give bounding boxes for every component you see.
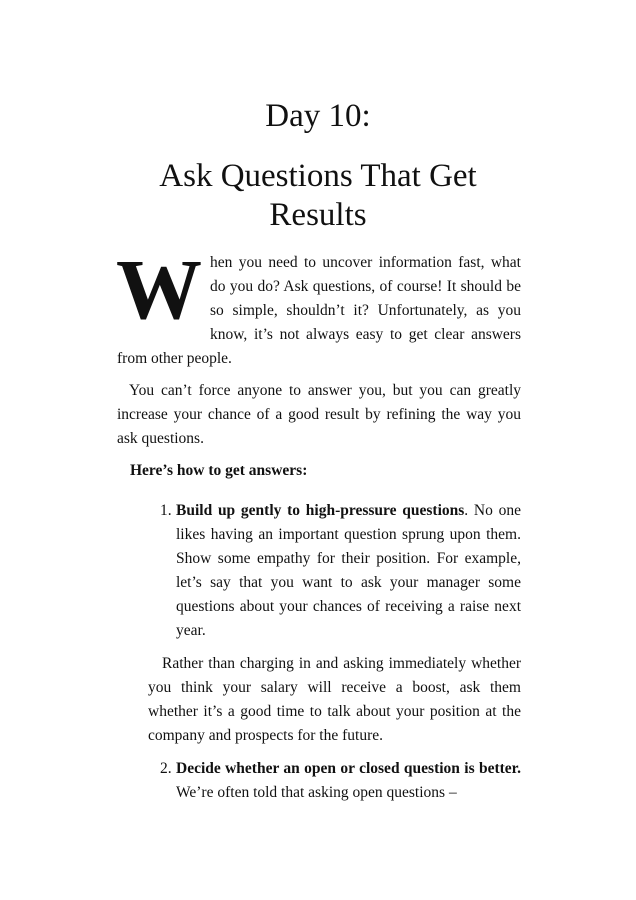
- list-item-1-bold: Build up gently to high-pressure questions: [176, 502, 465, 519]
- list-item-1-text: . No one likes having an important question sprung upon them. Show some empathy for their position. For example, let’s say that you want to ask your manager some questions about your chances of receiving a raise next year.: [176, 502, 521, 639]
- list-number-2: 2.: [160, 760, 172, 777]
- chapter-title: Ask Questions That Get Results: [159, 158, 477, 233]
- day-heading: Day 10:: [265, 98, 371, 134]
- drop-cap: W: [116, 241, 202, 337]
- intro-paragraph: [116, 241, 521, 371]
- list-item-2: [160, 757, 521, 805]
- list-number-1: 1.: [160, 502, 172, 519]
- subheading: Here’s how to get answers:: [130, 462, 308, 479]
- list-item-2-bold: Decide whether an open or closed question is better.: [176, 760, 521, 777]
- paragraph-3: Rather than charging in and asking immediately whether you think your salary will receive a boost, ask them whether it’s a good time to talk about your position at the company and prospects for the future.: [148, 655, 521, 744]
- intro-text: hen you need to uncover information fast, what do you do? Ask questions, of course! It should be so simple, shouldn’t it? Unfortunately, as you know, it’s not always easy to get clear answers from other people.: [117, 254, 521, 367]
- paragraph-2: You can’t force anyone to answer you, but you can greatly increase your chance of a good result by refining the way you ask questions.: [117, 382, 521, 447]
- list-item-2-text: We’re often told that asking open questions –: [176, 784, 457, 801]
- list-item-1: [160, 499, 521, 643]
